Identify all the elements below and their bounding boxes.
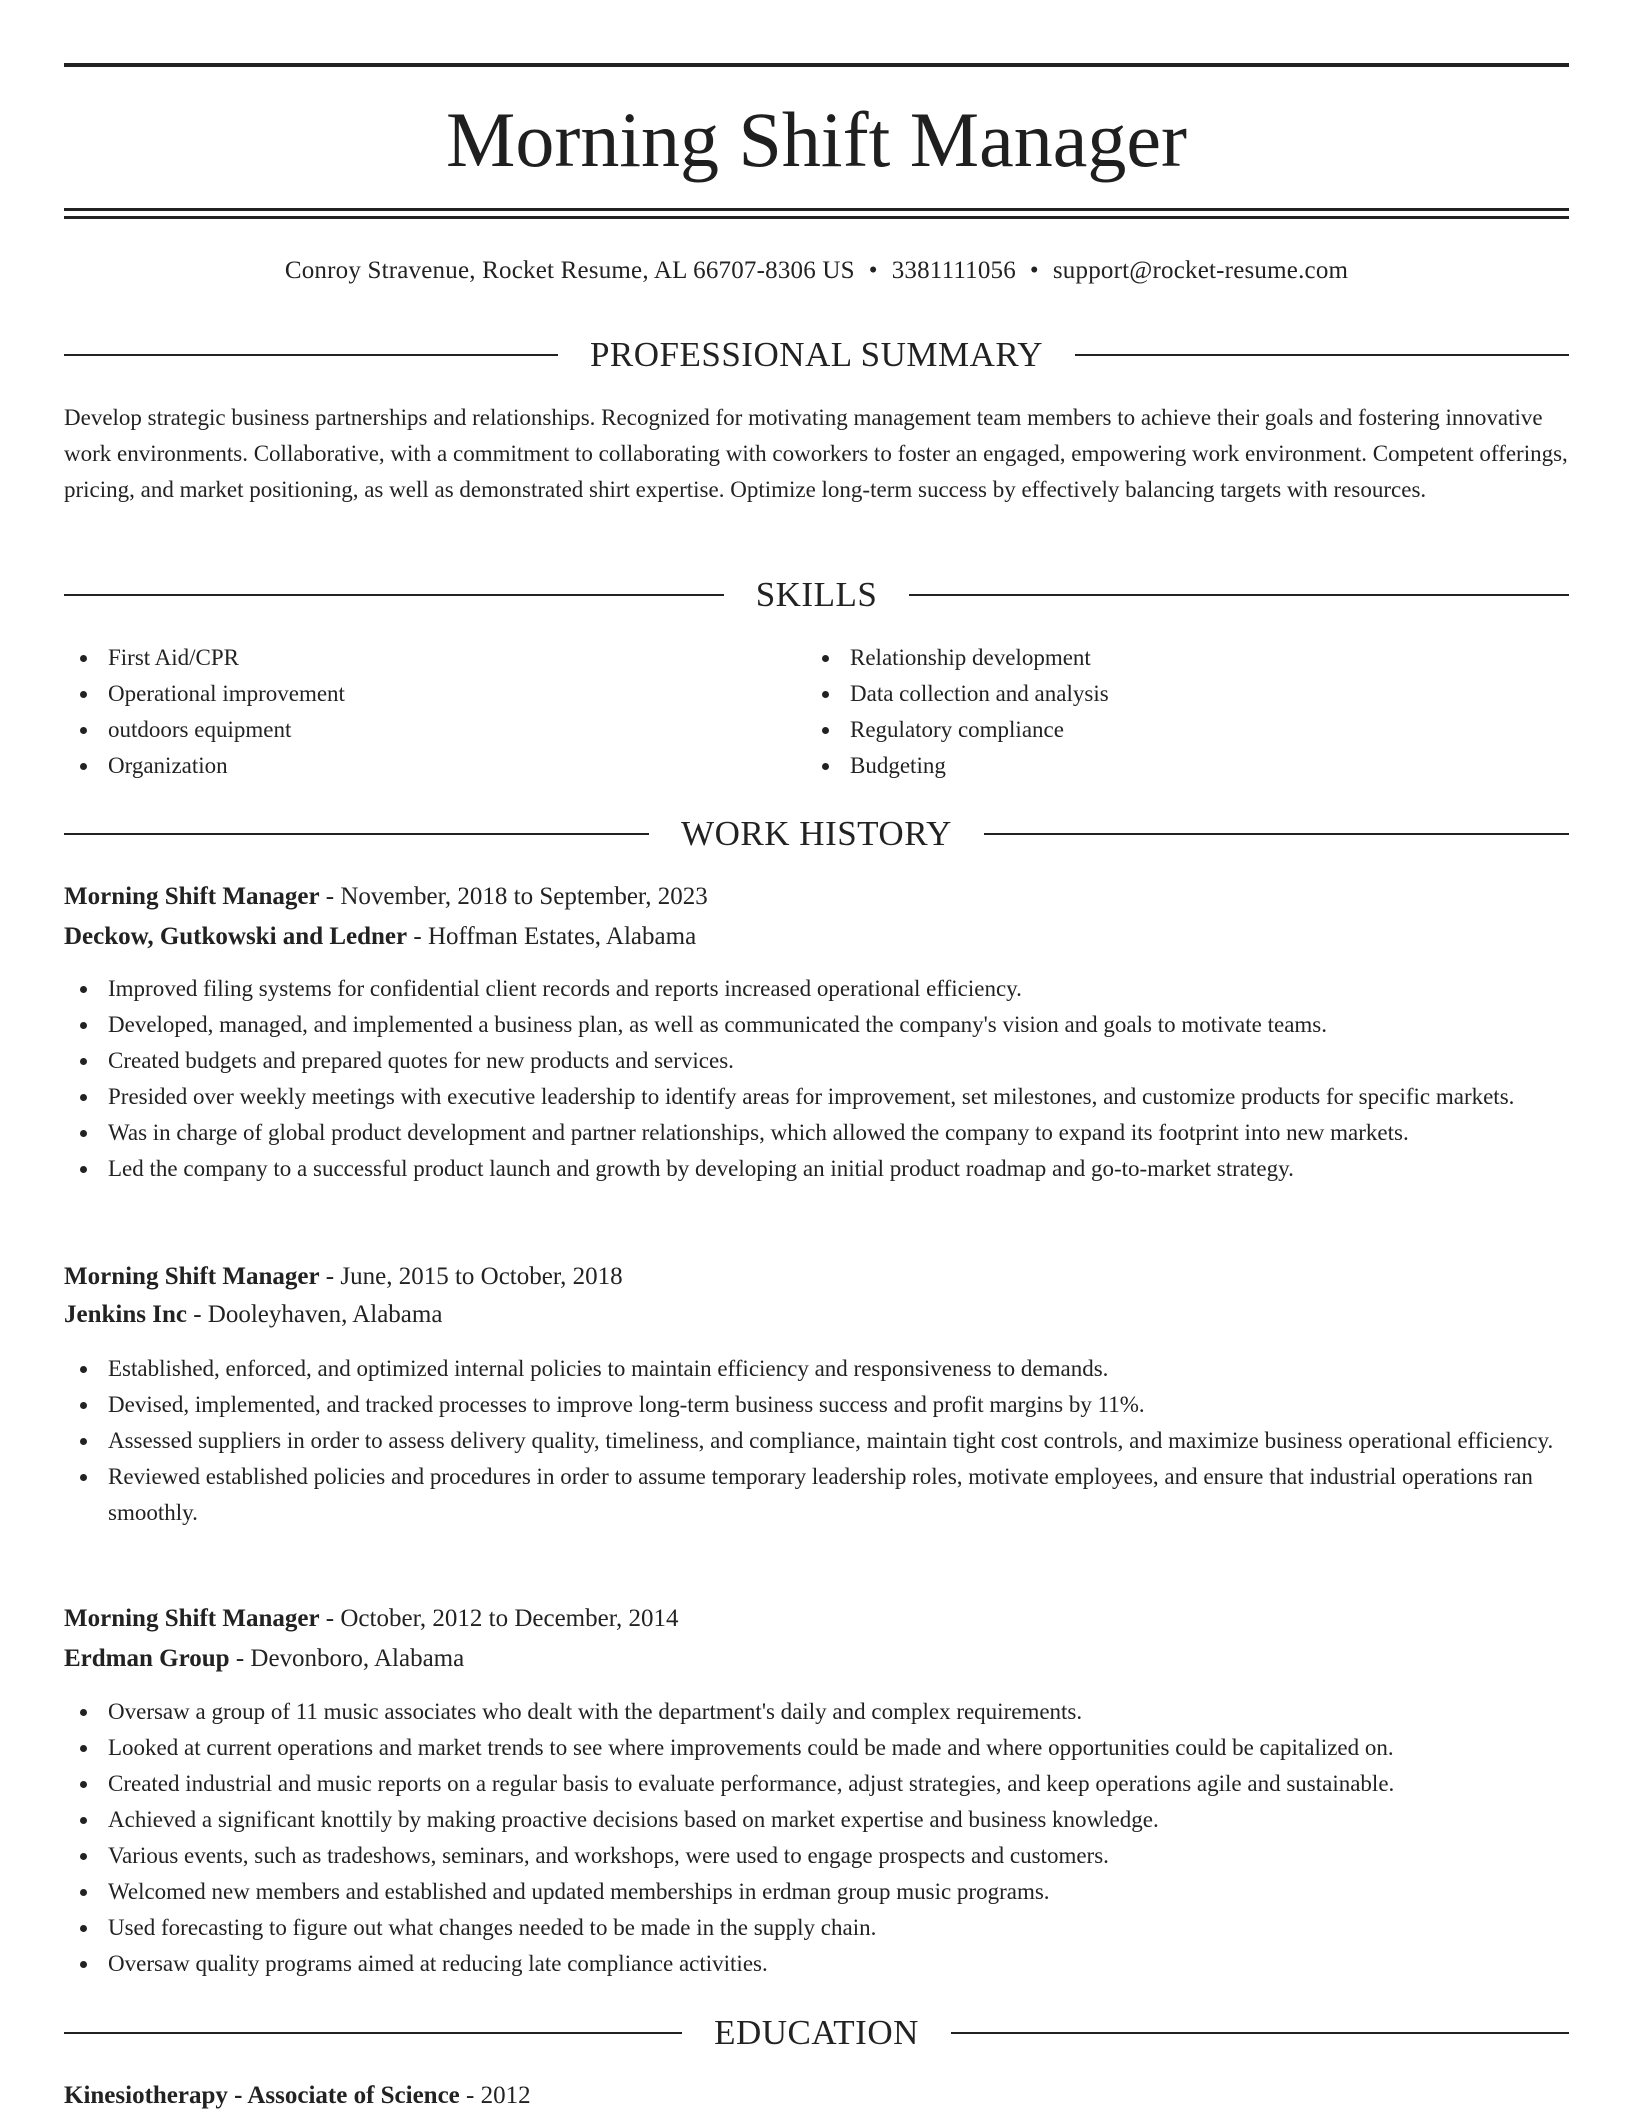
section-heading-skills	[64, 573, 1569, 617]
job-dates: - October, 2012 to December, 2014	[319, 1605, 679, 1632]
heading-rule-left	[64, 2032, 682, 2034]
job-bullet: Reviewed established policies and procedures in order to assume temporary leadership roles, motivate employees, and ensure that industrial operations ran smoothly.	[64, 1459, 1569, 1531]
top-rule	[64, 63, 1569, 67]
heading-rule-left	[64, 354, 558, 356]
job-title: Morning Shift Manager	[64, 1605, 320, 1632]
job-company: Erdman Group	[64, 1645, 230, 1672]
heading-rule-right	[1075, 354, 1569, 356]
skill-item: Budgeting	[806, 748, 1548, 784]
job-bullet: Was in charge of global product development and partner relationships, which allowed the company to expand its footprint into new markets.	[64, 1115, 1569, 1151]
education-year: - 2012	[459, 2082, 531, 2109]
heading-rule-right	[909, 594, 1569, 596]
job-location: - Hoffman Estates, Alabama	[407, 923, 697, 950]
skills-list	[64, 640, 1569, 784]
job-bullet: Used forecasting to figure out what changes needed to be made in the supply chain.	[64, 1910, 1569, 1946]
job-bullet: Looked at current operations and market trends to see where improvements could be made and where opportunities could be capitalized on.	[64, 1730, 1569, 1766]
job-location: - Dooleyhaven, Alabama	[186, 1301, 443, 1328]
contact-separator: •	[1029, 257, 1039, 284]
double-rule-lower	[64, 216, 1569, 219]
job-bullet: Developed, managed, and implemented a business plan, as well as communicated the company's vision and goals to motivate teams.	[64, 1007, 1569, 1043]
job-title-line	[64, 1601, 1569, 1637]
job-dates: - November, 2018 to September, 2023	[319, 883, 708, 910]
section-heading-text: SKILLS	[755, 575, 878, 614]
skill-item: Relationship development	[806, 640, 1548, 676]
job-bullet: Achieved a significant knottily by making proactive decisions based on market expertise and business knowledge.	[64, 1802, 1569, 1838]
contact-line	[64, 254, 1569, 288]
job-bullet: Assessed suppliers in order to assess delivery quality, timeliness, and compliance, maintain tight cost controls, and maximize business operational efficiency.	[64, 1423, 1569, 1459]
job-location: - Devonboro, Alabama	[229, 1645, 465, 1672]
job-bullet: Established, enforced, and optimized internal policies to maintain efficiency and responsiveness to demands.	[64, 1351, 1569, 1387]
section-heading-text: EDUCATION	[714, 2013, 919, 2052]
skill-item: Organization	[64, 748, 806, 784]
job-company: Jenkins Inc	[64, 1301, 187, 1328]
job-bullets	[64, 971, 1569, 1187]
job-bullet: Improved filing systems for confidential client records and reports increased operational efficiency.	[64, 971, 1569, 1007]
job-bullet: Presided over weekly meetings with executive leadership to identify areas for improvement, set milestones, and customize products for specific markets.	[64, 1079, 1569, 1115]
job-bullet: Devised, implemented, and tracked processes to improve long-term business success and profit margins by 11%.	[64, 1387, 1569, 1423]
job-bullet: Oversaw a group of 11 music associates who dealt with the department's daily and complex requirements.	[64, 1694, 1569, 1730]
job-bullet: Oversaw quality programs aimed at reducing late compliance activities.	[64, 1946, 1569, 1982]
double-rule-upper	[64, 208, 1569, 211]
section-heading-text: WORK HISTORY	[681, 814, 952, 853]
job-bullets	[64, 1351, 1569, 1531]
job-bullet: Welcomed new members and established and updated memberships in erdman group music programs.	[64, 1874, 1569, 1910]
section-heading-text: PROFESSIONAL SUMMARY	[589, 335, 1044, 374]
contact-separator: •	[868, 257, 878, 284]
job-bullets	[64, 1694, 1569, 1982]
skill-item: Regulatory compliance	[806, 712, 1548, 748]
resume-title: Morning Shift Manager	[446, 96, 1187, 183]
education-degree: Kinesiotherapy - Associate of Science	[64, 2082, 460, 2109]
education-entry	[64, 2078, 1569, 2112]
job-company: Deckow, Gutkowski and Ledner	[64, 923, 408, 950]
heading-rule-left	[64, 833, 649, 835]
section-heading-education	[64, 2011, 1569, 2055]
section-heading-work	[64, 812, 1569, 856]
job-title: Morning Shift Manager	[64, 1263, 320, 1290]
job-title-line	[64, 1259, 1569, 1295]
job-bullet: Various events, such as tradeshows, seminars, and workshops, were used to engage prospects and customers.	[64, 1838, 1569, 1874]
job-bullet: Led the company to a successful product launch and growth by developing an initial product roadmap and go-to-market strategy.	[64, 1151, 1569, 1187]
job-company-line	[64, 919, 1569, 955]
professional-summary: Develop strategic business partnerships and relationships. Recognized for motivating management team members to achieve their goals and fostering innovative work environments. Collaborative, with a commitment to collaborating with coworkers to foster an engaged, empowering work environment. Competent offerings, pricing, and market positioning, as well as demonstrated shirt expertise. Optimize long-term success by effectively balancing targets with resources.	[64, 405, 1568, 502]
skill-item: Data collection and analysis	[806, 676, 1548, 712]
skill-item: outdoors equipment	[64, 712, 806, 748]
job-company-line	[64, 1641, 1569, 1677]
heading-rule-right	[951, 2032, 1569, 2034]
skills-column-left	[64, 640, 806, 784]
job-title: Morning Shift Manager	[64, 883, 320, 910]
skills-column-right	[806, 640, 1548, 784]
contact-phone: 3381111056	[891, 257, 1016, 284]
job-bullet: Created budgets and prepared quotes for new products and services.	[64, 1043, 1569, 1079]
job-dates: - June, 2015 to October, 2018	[319, 1263, 623, 1290]
job-company-line	[64, 1297, 1569, 1333]
contact-address: Conroy Stravenue, Rocket Resume, AL 66707-8306 US	[284, 257, 855, 284]
heading-rule-right	[984, 833, 1569, 835]
job-title-line	[64, 879, 1569, 915]
contact-email[interactable]: support@rocket-resume.com	[1052, 257, 1349, 284]
heading-rule-left	[64, 594, 724, 596]
section-heading-summary	[64, 333, 1569, 377]
skill-item: Operational improvement	[64, 676, 806, 712]
skill-item: First Aid/CPR	[64, 640, 806, 676]
job-bullet: Created industrial and music reports on a regular basis to evaluate performance, adjust strategies, and keep operations agile and sustainable.	[64, 1766, 1569, 1802]
